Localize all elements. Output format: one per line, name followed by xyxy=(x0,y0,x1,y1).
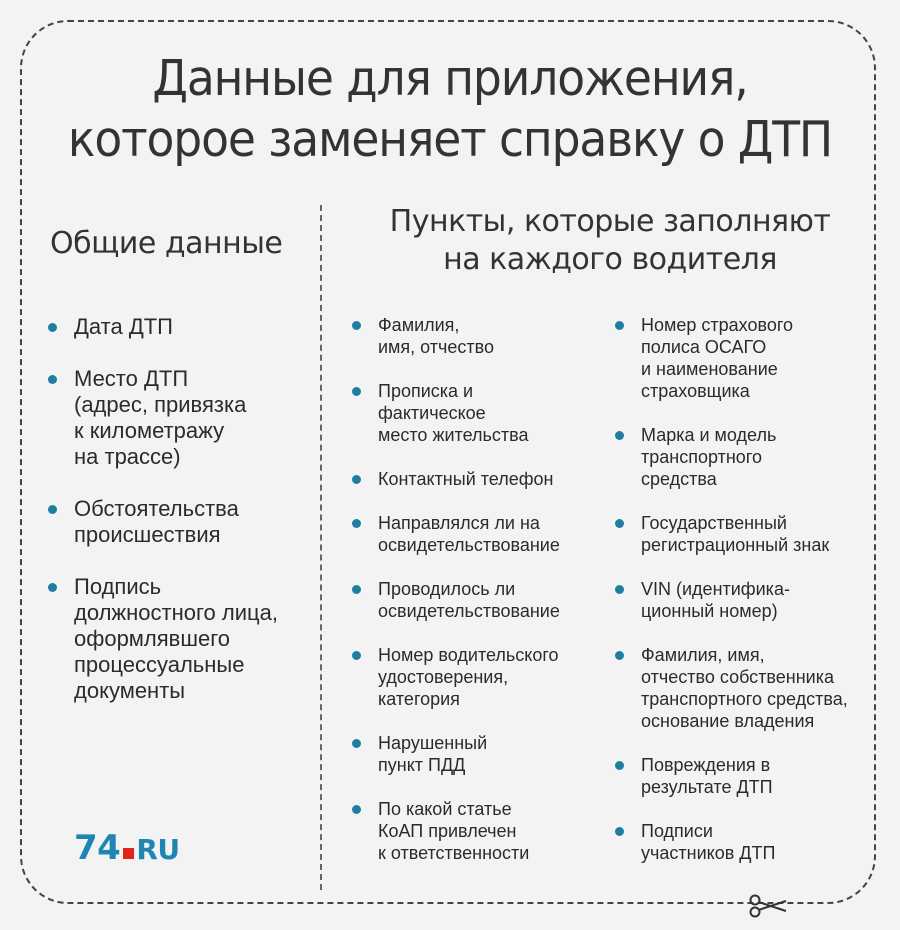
bullet-dot-icon xyxy=(615,585,624,594)
list-item-text: Фамилия, имя, отчество собственника транспортного средства, основание владения xyxy=(641,645,848,731)
title-line-2: которое заменяет справку о ДТП xyxy=(67,111,833,168)
list-item-text: Государственный регистрационный знак xyxy=(641,513,830,555)
list-item xyxy=(615,754,880,798)
title-line-1: Данные для приложения, xyxy=(152,50,748,107)
bullet-dot-icon xyxy=(615,519,624,528)
list-item-text: Номер водительского удостоверения, категория xyxy=(378,645,559,709)
list-item-text: Нарушенный пункт ПДД xyxy=(378,733,488,775)
bullet-dot-icon xyxy=(48,505,57,514)
list-item-text: Повреждения в результате ДТП xyxy=(641,755,773,797)
list-item xyxy=(352,380,602,446)
list-item xyxy=(48,366,316,470)
site-logo xyxy=(74,828,180,870)
bullet-dot-icon xyxy=(352,475,361,484)
list-item-text: Подписи участников ДТП xyxy=(641,821,776,863)
list-item xyxy=(615,314,880,402)
list-item xyxy=(615,578,880,622)
page-title xyxy=(32,48,869,170)
list-item xyxy=(352,314,602,358)
list-item-text: Номер страхового полиса ОСАГО и наименование страховщика xyxy=(641,315,794,401)
bullet-dot-icon xyxy=(48,375,57,384)
logo-domain: RU xyxy=(136,833,180,866)
list-item-text: Проводилось ли освидетельствование xyxy=(378,579,560,621)
list-item-text: Контактный телефон xyxy=(378,469,554,489)
bullet-dot-icon xyxy=(352,321,361,330)
driver-items-list-1 xyxy=(352,314,602,886)
bullet-dot-icon xyxy=(352,739,361,748)
bullet-dot-icon xyxy=(615,651,624,660)
list-item xyxy=(352,468,602,490)
bullet-dot-icon xyxy=(352,519,361,528)
list-item-text: Дата ДТП xyxy=(74,314,173,339)
driver-items-heading xyxy=(330,203,890,279)
list-item xyxy=(352,644,602,710)
list-item xyxy=(48,314,316,340)
bullet-dot-icon xyxy=(352,651,361,660)
bullet-dot-icon xyxy=(615,431,624,440)
list-item-text: Подпись должностного лица, оформлявшего процессуальные документы xyxy=(74,574,278,703)
driver-items-list-2 xyxy=(615,314,880,886)
list-item xyxy=(352,732,602,776)
bullet-dot-icon xyxy=(352,805,361,814)
list-item-text: Обстоятельства происшествия xyxy=(74,496,239,547)
list-item-text: Направлялся ли на освидетельствование xyxy=(378,513,560,555)
bullet-dot-icon xyxy=(615,761,624,770)
list-item-text: Фамилия, имя, отчество xyxy=(378,315,495,357)
list-item xyxy=(352,798,602,864)
list-item xyxy=(352,578,602,622)
bullet-dot-icon xyxy=(352,585,361,594)
bullet-dot-icon xyxy=(615,321,624,330)
list-item xyxy=(48,574,316,704)
logo-dot-icon xyxy=(123,848,134,859)
list-item xyxy=(615,424,880,490)
list-item xyxy=(48,496,316,548)
list-item-text: Место ДТП (адрес, привязка к километражу на трассе) xyxy=(74,366,247,469)
list-item xyxy=(615,512,880,556)
list-item-text: Марка и модель транспортного средства xyxy=(641,425,777,489)
general-data-list xyxy=(48,314,316,730)
bullet-dot-icon xyxy=(48,323,57,332)
list-item-text: Прописка и фактическое место жительства xyxy=(378,381,529,445)
list-item-text: VIN (идентифика- ционный номер) xyxy=(641,579,790,621)
bullet-dot-icon xyxy=(352,387,361,396)
bullet-dot-icon xyxy=(615,827,624,836)
list-item xyxy=(615,644,880,732)
logo-number: 74 xyxy=(74,828,121,868)
list-item xyxy=(615,820,880,864)
scissors-icon xyxy=(748,894,788,923)
list-item xyxy=(352,512,602,556)
column-divider xyxy=(320,205,322,890)
bullet-dot-icon xyxy=(48,583,57,592)
general-data-heading: Общие данные xyxy=(50,226,283,261)
list-item-text: По какой статье КоАП привлечен к ответственности xyxy=(378,799,530,863)
driver-items-heading-line-2: на каждого водителя xyxy=(443,242,777,277)
driver-items-heading-line-1: Пункты, которые заполняют xyxy=(389,204,831,239)
